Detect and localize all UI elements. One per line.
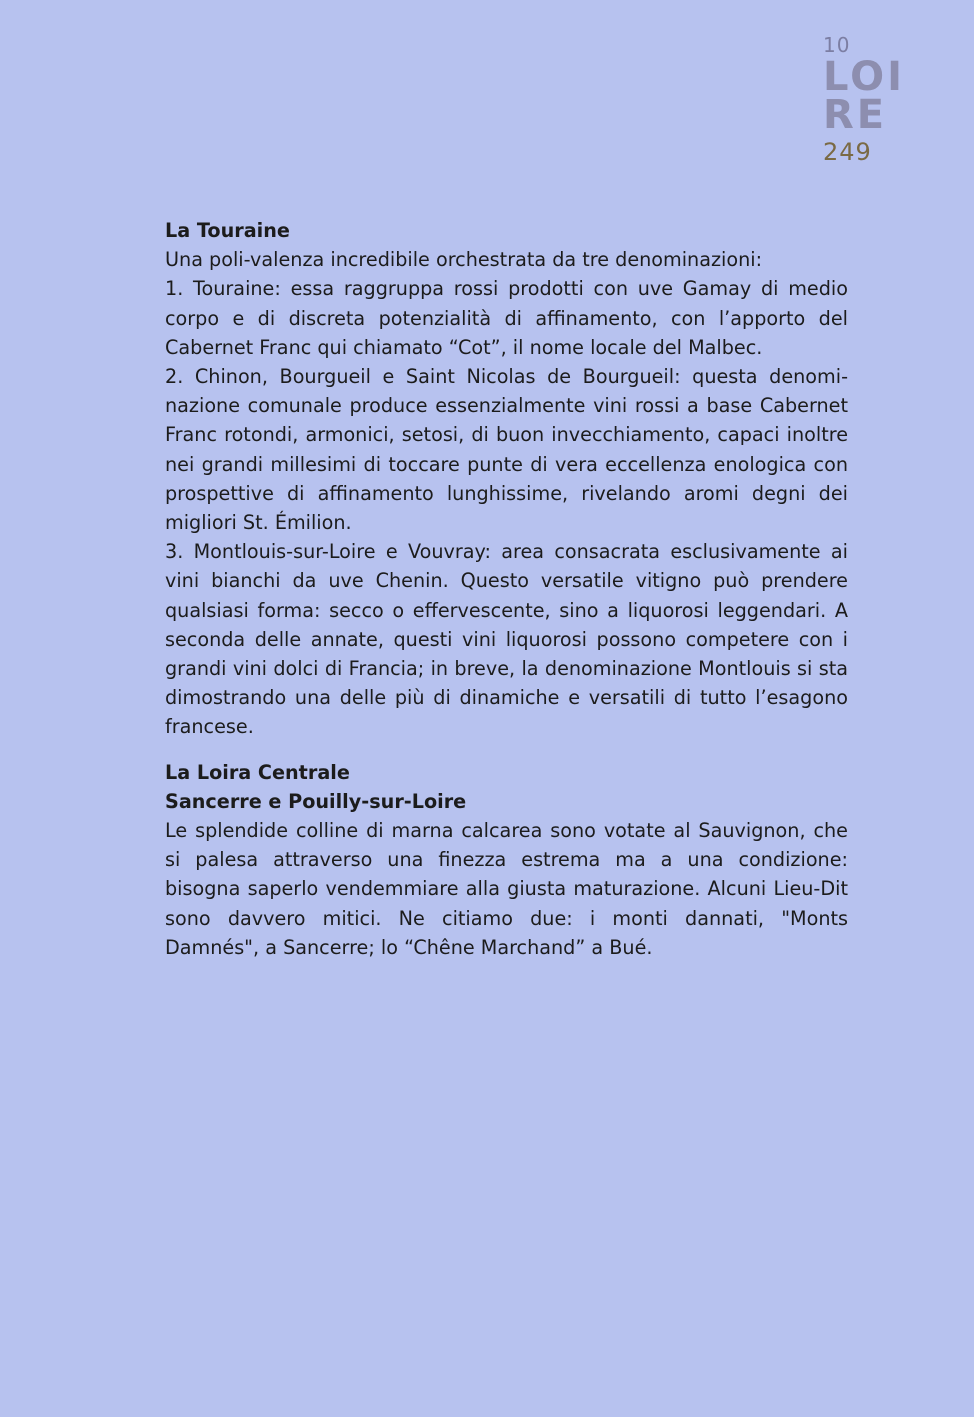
section-touraine: [165, 216, 848, 742]
section-title: La Loira Centrale: [165, 760, 350, 784]
section-subtitle: Sancerre e Pouilly-sur-Loire: [165, 789, 467, 813]
article-body: [165, 216, 848, 962]
list-item: 1. Touraine: essa raggruppa rossi prodotti con uve Gamay di medio corpo e di discreta potenzialità di affinamento, con l’apporto del Cabernet Franc qui chiamato “Cot”, il nome locale del Malbec.: [165, 277, 848, 359]
section-title: La Touraine: [165, 219, 290, 242]
page-header: [823, 34, 933, 164]
page-number: 249: [823, 138, 872, 166]
chapter-title-line-1: LOI: [823, 54, 905, 100]
list-item: 3. Montlouis-sur-Loire e Vouvray: area consacrata esclusivamente ai vini bianchi da uve Chenin. Questo versatile vitigno può prendere qualsiasi forma: secco o effervescente, sino a liquorosi leggendari. A seconda delle annate, questi vini liquorosi possono competere con i grandi vini dolci di Francia; in breve, la denominazione Montlouis si sta dimostrando una delle più di dinamiche e versatili di tutto l’esagono francese.: [165, 540, 848, 739]
chapter-title-line-2: RE: [823, 92, 888, 138]
section-body: Le splendide colline di marna calcarea sono votate al Sauvignon, che si palesa attraverso una finezza estrema ma a una condizione: bisogna saperlo vendemmiare alla giusta maturazione. Alcuni Lieu-Dit sono davvero mitici. Ne citiamo due: i monti dannati, "Monts Damnés", a Sancerre; lo “Chêne Marchand” a Bué.: [165, 819, 848, 959]
chapter-title: [823, 54, 933, 138]
section-loira-centrale: [165, 758, 848, 962]
chapter-number: 10: [823, 33, 851, 57]
list-item: 2. Chinon, Bourgueil e Saint Nicolas de Bourgueil: questa denominazione comunale produce essenzialmente vini rossi a base Cabernet Franc rotondi, armonici, setosi, di buon invecchiamento, capaci inoltre nei grandi millesimi di toccare punte di vera eccellenza enologica con prospettive di affinamento lunghissime, rivelando aromi degni dei migliori St. Émilion.: [165, 365, 848, 535]
section-intro: Una poli-valenza incredibile orchestrata da tre denominazioni:: [165, 248, 763, 272]
